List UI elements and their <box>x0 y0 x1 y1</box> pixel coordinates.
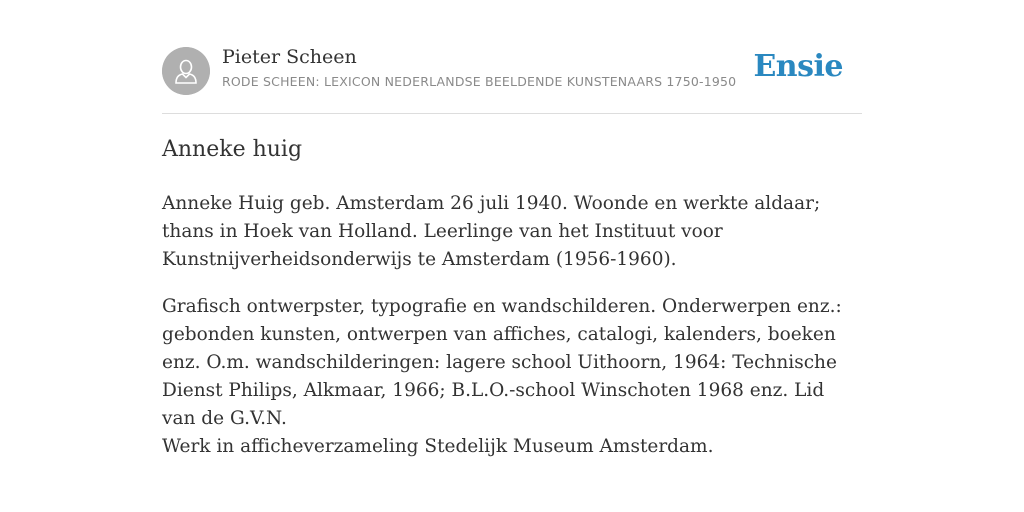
brand-logo[interactable]: Ensie <box>753 49 843 84</box>
author-name[interactable]: Pieter Scheen <box>222 46 357 68</box>
article-title: Anneke huig <box>162 137 303 162</box>
article-card <box>162 46 862 457</box>
user-icon[interactable] <box>162 47 210 95</box>
article-header <box>162 46 862 114</box>
source-title[interactable]: RODE SCHEEN: LEXICON NEDERLANDSE BEELDENDE KUNSTENAARS 1750-1950 <box>222 74 737 89</box>
article-paragraph: Werk in afficheverzameling Stedelijk Museum Amsterdam. <box>162 436 714 457</box>
article-paragraph: Anneke Huig geb. Amsterdam 26 juli 1940. Woonde en werkte aldaar; thans in Hoek van Holland. Leerlinge van het Instituut voor Kunstnijverheidsonderwijs te Amsterdam (1956-1960). <box>162 193 821 270</box>
article-paragraph: Grafisch ontwerpster, typografie en wandschilderen. Onderwerpen enz.: gebonden kunsten, ontwerpen van affiches, catalogi, kalenders, boeken enz. O.m. wandschilderingen: lagere school Uithoorn, 1964: Technische Dienst Philips, Alkmaar, 1966; B.L.O.-school Winschoten 1968 enz. Lid van de G.V.N. <box>162 296 842 429</box>
